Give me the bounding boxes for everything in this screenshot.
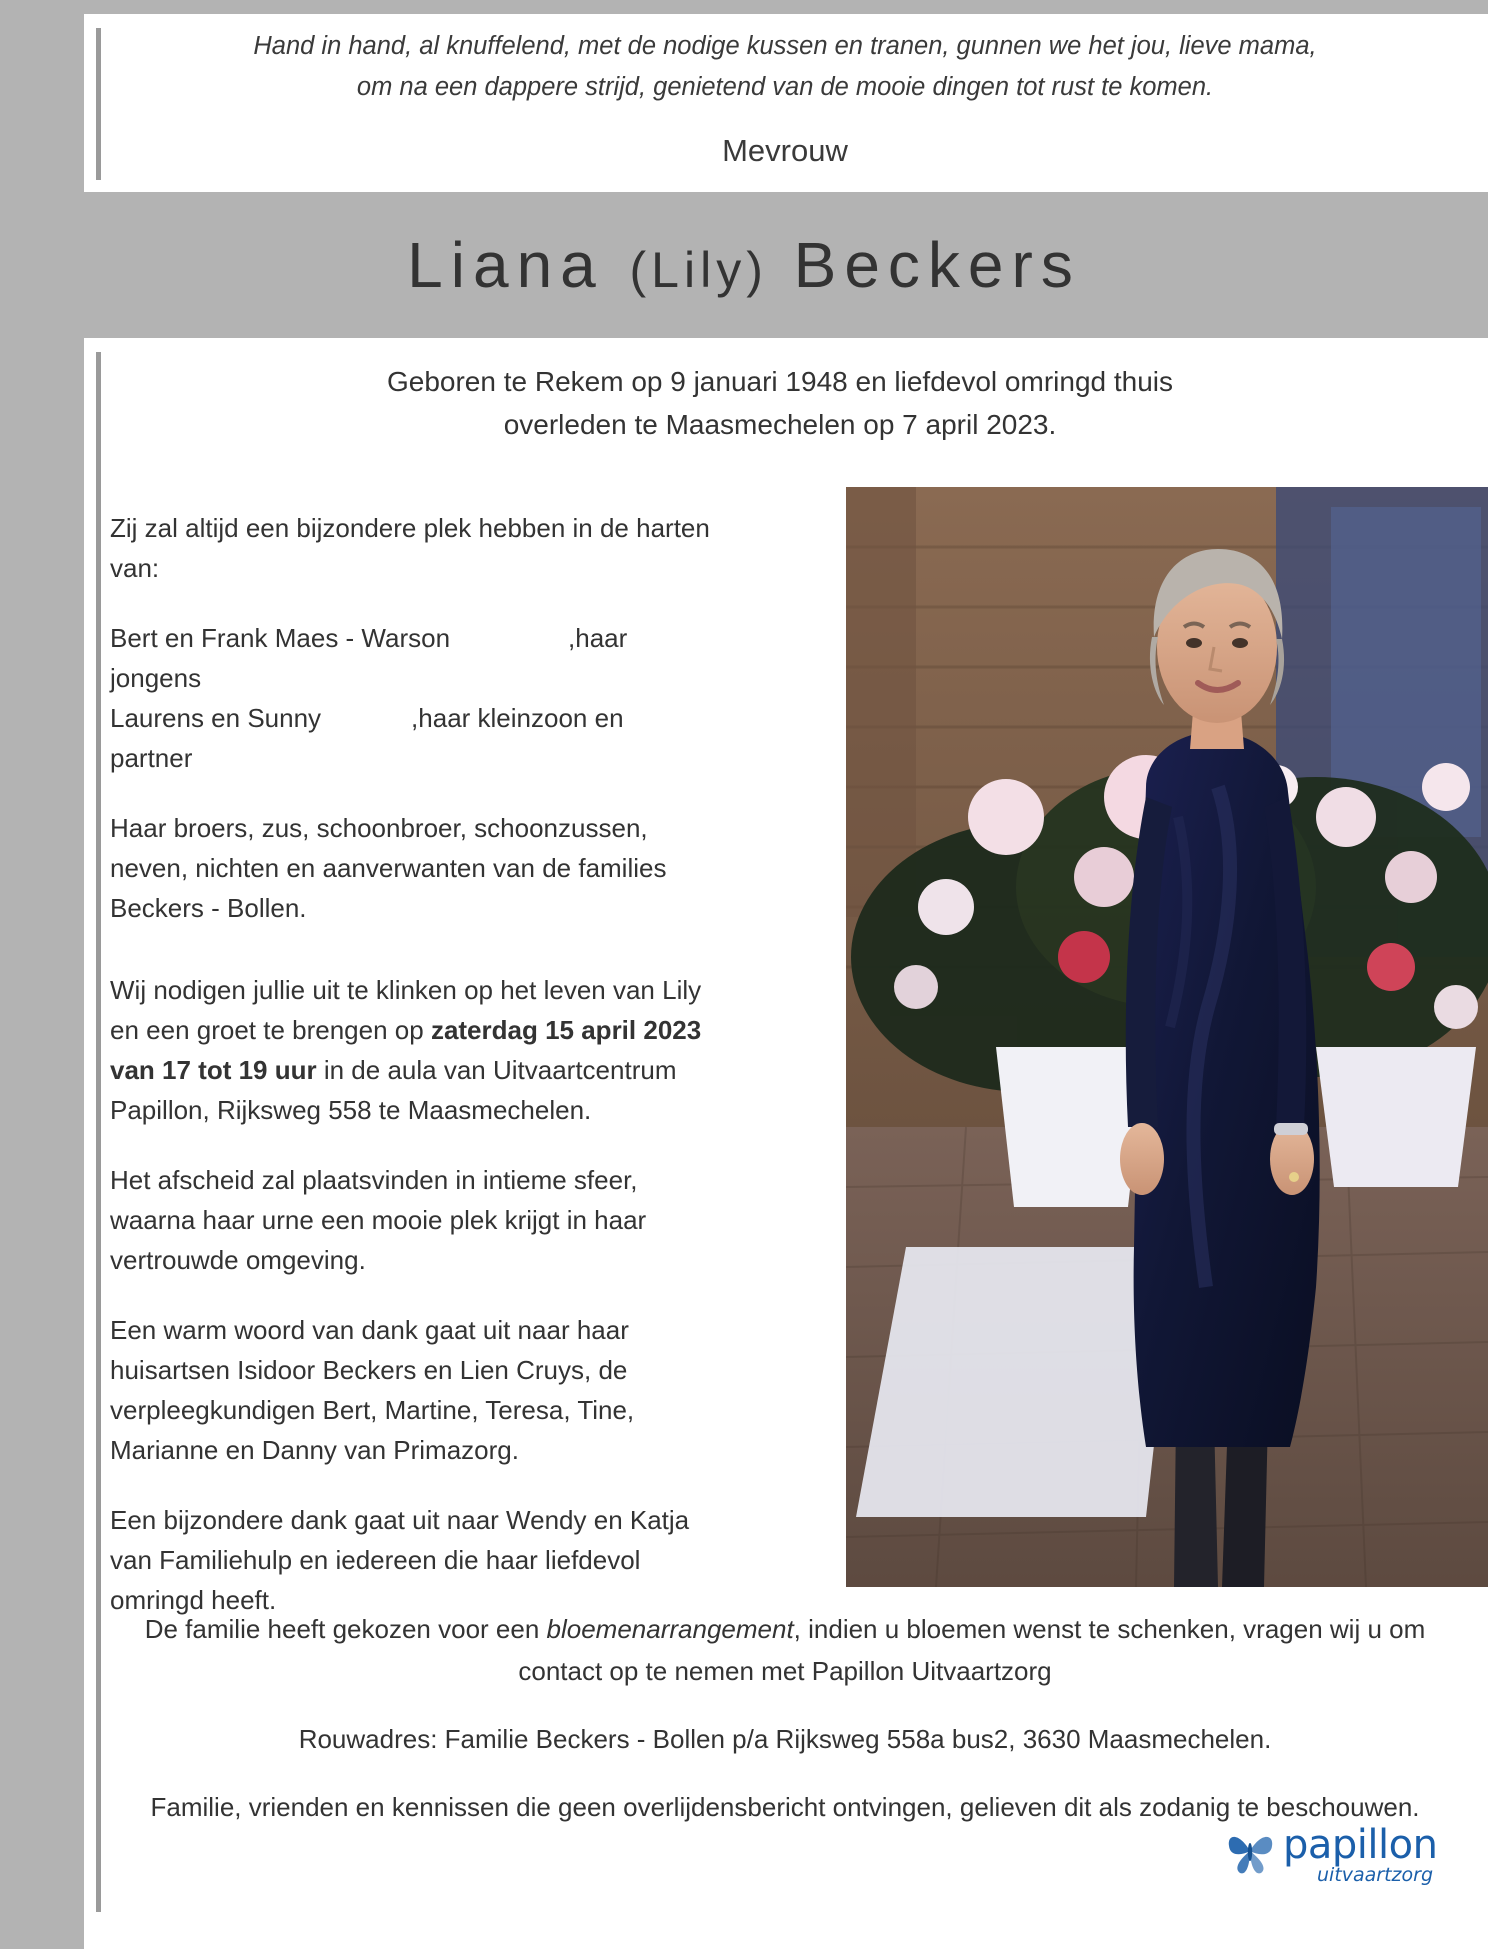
invitation-pre: Wij nodigen jullie uit te klinken op het leven van Lily en een groet te brengen op bbox=[110, 975, 702, 1045]
papillon-logo bbox=[1225, 1820, 1455, 1892]
salutation: Mevrouw bbox=[722, 133, 848, 168]
logo-subtitle: uitvaartzorg bbox=[1317, 1864, 1434, 1886]
butterfly-icon bbox=[1225, 1826, 1277, 1876]
farewell-paragraph: Het afscheid zal plaatsvinden in intieme sfeer, waarna haar urne een mooie plek krijgt in haar vertrouwde omgeving. bbox=[110, 1165, 647, 1275]
thanks-doctors-paragraph: Een warm woord van dank gaat uit naar haar huisartsen Isidoor Beckers en Lien Cruys, de verpleegkundigen Bert, Martine, Teresa, Tine, Marianne en Danny van Primazorg. bbox=[110, 1315, 635, 1465]
invitation-time: van 17 tot 19 uur bbox=[110, 1055, 317, 1085]
family-names-2: Laurens en Sunny bbox=[110, 703, 322, 733]
main-vertical-rule bbox=[96, 352, 101, 1912]
mourning-address: Rouwadres: Familie Beckers - Bollen p/a Rijksweg 558a bus2, 3630 Maasmechelen. bbox=[298, 1724, 1272, 1754]
portrait-photo-graphic bbox=[846, 487, 1488, 1587]
name-first: Liana bbox=[407, 229, 604, 301]
family-row-2 bbox=[110, 698, 710, 778]
death-line: overleden te Maasmechelen op 7 april 2023. bbox=[503, 409, 1057, 440]
flowers-paragraph bbox=[120, 1608, 1450, 1692]
flowers-post: , indien u bloemen wenst te schenken, vragen wij u om contact op te nemen met Papillon Uitvaartzorg bbox=[518, 1614, 1426, 1686]
memorial-quote bbox=[120, 26, 1450, 108]
family-row-1 bbox=[110, 618, 710, 698]
general-notice: Familie, vrienden en kennissen die geen overlijdensbericht ontvingen, gelieven dit als zodanig te beschouwen. bbox=[150, 1792, 1420, 1822]
family-names-1: Bert en Frank Maes - Warson bbox=[110, 623, 451, 653]
birth-death-dates bbox=[120, 360, 1440, 446]
footer-text bbox=[120, 1608, 1450, 1854]
thanks-special-paragraph: Een bijzondere dank gaat uit naar Wendy en Katja van Familiehulp en iedereen die haar liefdevol omringd heeft. bbox=[110, 1505, 690, 1615]
invitation-paragraph bbox=[110, 970, 710, 1130]
family-relation-2: ,haar kleinzoon en partner bbox=[110, 703, 624, 773]
quote-line-2: om na een dappere strijd, genietend van de mooie dingen tot rust te komen. bbox=[356, 73, 1214, 101]
intro-paragraph: Zij zal altijd een bijzondere plek hebben in de harten van: bbox=[110, 513, 710, 583]
logo-wordmark: papillon bbox=[1283, 1822, 1438, 1868]
family-relation-1: ,haar jongens bbox=[110, 623, 628, 693]
flowers-pre: De familie heeft gekozen voor een bbox=[144, 1614, 547, 1644]
flowers-italic: bloemenarrangement bbox=[546, 1614, 794, 1644]
deceased-name bbox=[0, 228, 1488, 302]
invitation-post: in de aula van Uitvaartcentrum Papillon, Rijksweg 558 te Maasmechelen. bbox=[110, 1055, 677, 1125]
header-vertical-rule bbox=[96, 28, 101, 180]
name-nickname: (Lily) bbox=[629, 242, 768, 298]
quote-line-1: Hand in hand, al knuffelend, met de nodige kussen en tranen, gunnen we het jou, lieve mama, bbox=[253, 32, 1317, 60]
invitation-date: zaterdag 15 april 2023 bbox=[430, 1015, 702, 1045]
name-last: Beckers bbox=[793, 229, 1081, 301]
portrait-photo bbox=[846, 487, 1488, 1587]
body-text-column bbox=[110, 508, 710, 1650]
birth-line: Geboren te Rekem op 9 januari 1948 en liefdevol omringd thuis bbox=[386, 366, 1174, 397]
relatives-paragraph: Haar broers, zus, schoonbroer, schoonzussen, neven, nichten en aanverwanten van de families Beckers - Bollen. bbox=[110, 813, 667, 923]
